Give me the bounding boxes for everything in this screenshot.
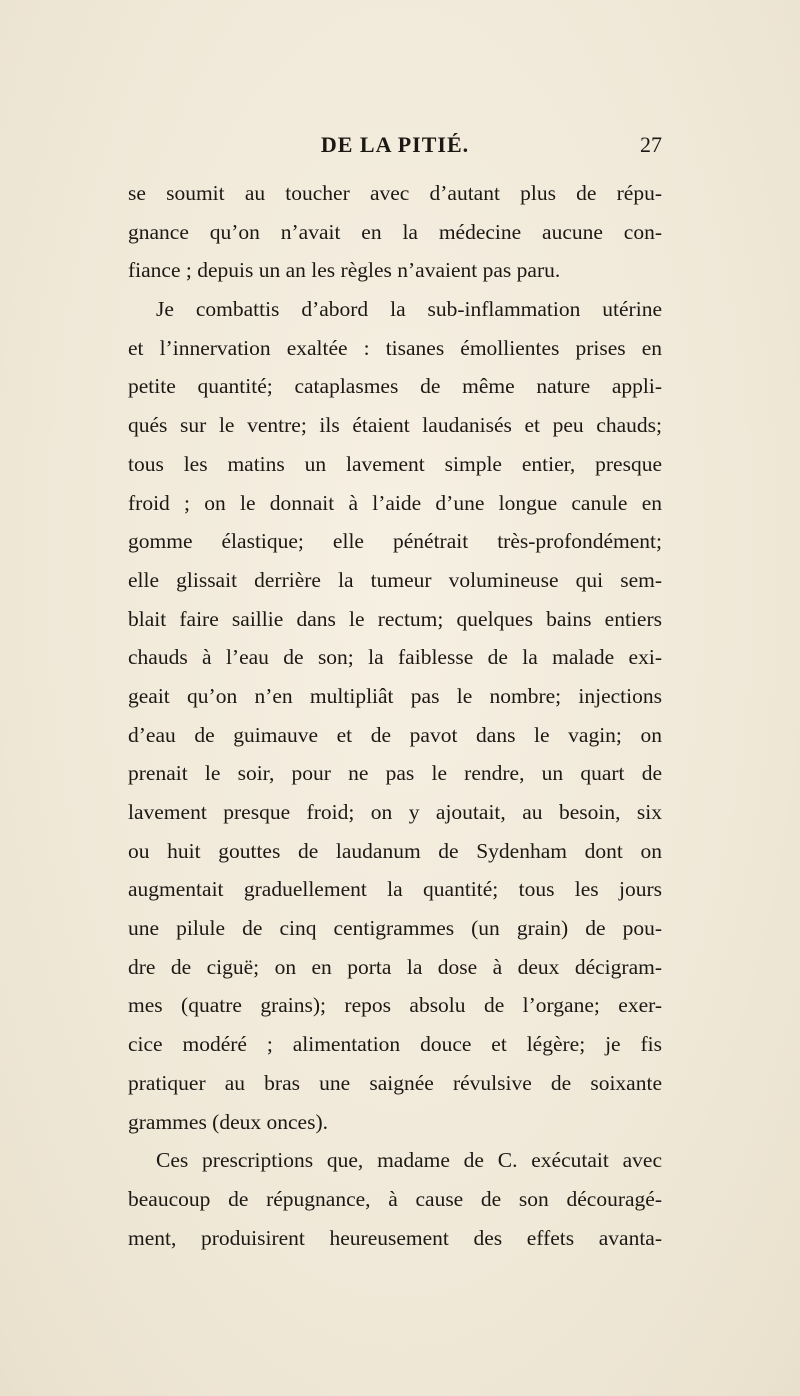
text-line: fiance ; depuis un an les règles n’avaient pas paru.: [128, 258, 561, 283]
text-line: tous les matins un lavement simple entier, presque: [128, 451, 662, 476]
text-line: augmentait graduellement la quantité; tous les jours: [128, 877, 662, 902]
text-line: mes (quatre grains); repos absolu de l’organe; exer-: [128, 993, 662, 1018]
text-line: cice modéré ; alimentation douce et légère; je fis: [128, 1032, 662, 1057]
text-line: lavement presque froid; on y ajoutait, au besoin, six: [128, 800, 662, 824]
running-title: DE LA PITIÉ.: [320, 132, 470, 157]
text-line: une pilule de cinq centigrammes (un grain) de pou-: [128, 916, 662, 941]
text-line: ment, produisirent heureusement des effets avanta-: [128, 1225, 662, 1250]
text-line: geait qu’on n’en multipliât pas le nombre; injections: [128, 683, 662, 708]
text-line: se soumit au toucher avec d’autant plus de répu-: [128, 181, 662, 205]
text-line: gnance qu’on n’avait en la médecine aucune con-: [128, 219, 662, 244]
text-line: d’eau de guimauve et de pavot dans le vagin; on: [128, 722, 662, 747]
text-line: ou huit gouttes de laudanum de Sydenham dont on: [128, 838, 662, 863]
page-number: 27: [640, 132, 662, 157]
text-line: chauds à l’eau de son; la faiblesse de la malade exi-: [128, 645, 662, 670]
running-head: [128, 132, 662, 164]
text-line: prenait le soir, pour ne pas le rendre, un quart de: [128, 761, 662, 786]
text-line: froid ; on le donnait à l’aide d’une longue canule en: [128, 490, 662, 515]
text-line: et l’innervation exaltée : tisanes émollientes prises en: [128, 335, 662, 360]
text-line: elle glissait derrière la tumeur volumineuse qui sem-: [128, 567, 662, 592]
text-line: pratiquer au bras une saignée révulsive de soixante: [128, 1070, 662, 1095]
text-line: beaucoup de répugnance, à cause de son découragé-: [128, 1186, 662, 1211]
text-line: petite quantité; cataplasmes de même nature appli-: [128, 374, 662, 399]
text-line: qués sur le ventre; ils étaient laudanisés et peu chauds;: [128, 413, 662, 438]
body-text: [128, 174, 662, 1257]
text-line: Ces prescriptions que, madame de C. exécutait avec: [156, 1148, 662, 1173]
text-line: Je combattis d’abord la sub-inflammation utérine: [156, 297, 662, 322]
text-line: gomme élastique; elle pénétrait très-profondément;: [128, 529, 662, 554]
text-line: blait faire saillie dans le rectum; quelques bains entiers: [128, 606, 662, 631]
text-line: grammes (deux onces).: [128, 1109, 328, 1134]
text-line: dre de ciguë; on en porta la dose à deux décigram-: [128, 954, 662, 979]
